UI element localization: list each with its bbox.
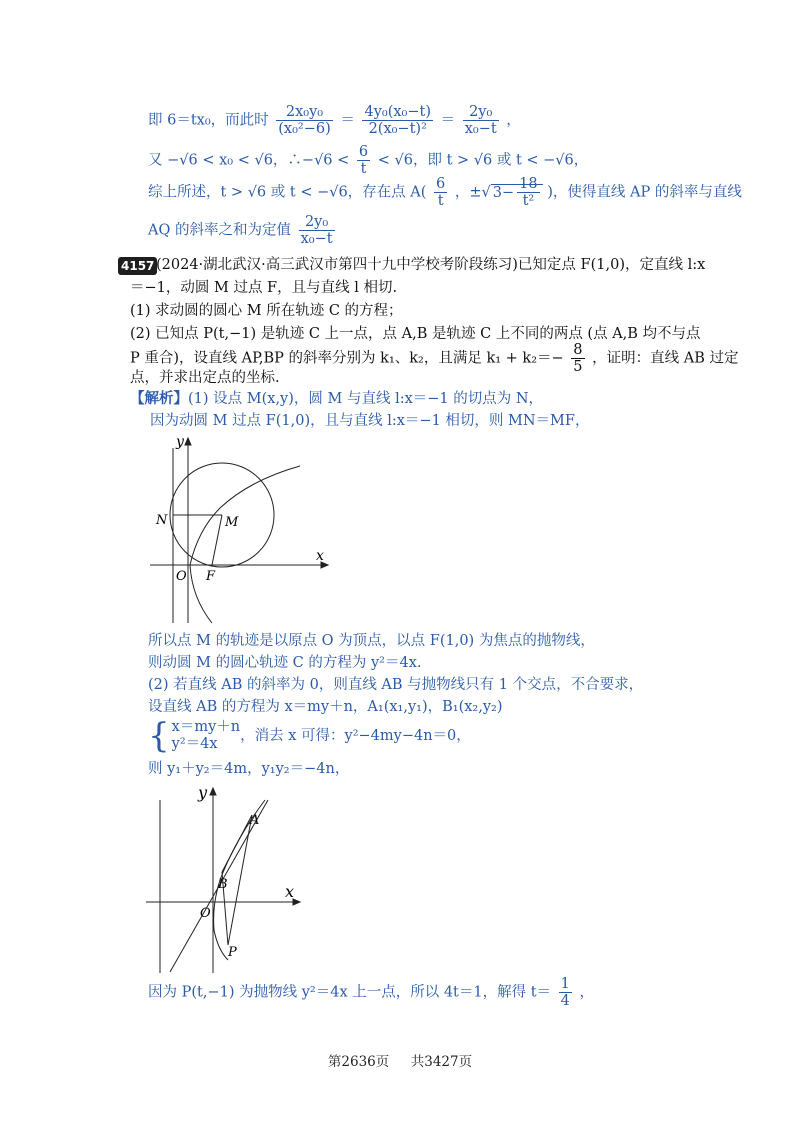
analysis-line-5: (2) 若直线 AB 的斜率为 0，则直线 AB 与抛物线只有 1 个交点，不合要求， bbox=[148, 677, 644, 693]
fraction: $\frac{8}{5}$ bbox=[573, 342, 583, 375]
problem-line-4: (2) 已知点 P(t,−1) 是轨迹 C 上一点，点 A,B 是轨迹 C 上不同的两点 (点 A,B 均不与点 bbox=[130, 326, 701, 342]
fraction: $\frac{\text{2y₀}}{\text{x₀−t}}$ bbox=[300, 214, 333, 247]
problem-line-5: P 重合)，设直线 AP,BP 的斜率分别为 k₁、k₂，且满足 k₁ + k₂＝− $\frac{8}{5}$ ，证明：直线 AB 过定 bbox=[130, 342, 739, 375]
fraction: $\frac{6}{t}$ bbox=[358, 144, 369, 177]
fig1-y-label: y bbox=[176, 434, 184, 450]
fraction: $\frac{\text{2x₀y₀}}{\text{(x₀²−6)}}$ bbox=[278, 104, 331, 137]
fraction: $\frac{18}{\text{t²}}$ bbox=[519, 176, 538, 209]
analysis-line-2: 因为动圆 M 过点 F(1,0)，且与直线 l:x＝−1 相切，则 MN＝MF， bbox=[150, 413, 590, 429]
figure-parabola-chords bbox=[140, 780, 310, 975]
analysis-line-3: 所以点 M 的轨迹是以原点 O 为顶点，以点 F(1,0) 为焦点的抛物线， bbox=[148, 633, 595, 649]
prev-line-1: 即 6＝tx₀，而此时 $\frac{\text{2x₀y₀}}{\text{(x₀²−6)}}$ ＝ $\frac{\text{4y₀(x₀−t)}}{\text{2(x₀−t)²}}$ ＝ $\frac{\text{2y₀}}{\text{x₀−t}}$ ， bbox=[148, 104, 521, 137]
fraction: $\frac{1}{4}$ bbox=[560, 976, 570, 1009]
fraction: $\frac{\text{4y₀(x₀−t)}}{\text{2(x₀−t)²}}$ bbox=[364, 104, 431, 137]
page-number: 第2636页 bbox=[327, 1054, 390, 1070]
fig2-b-label: B bbox=[218, 877, 228, 892]
analysis-line-6: 设直线 AB 的方程为 x＝my＋n，A₁(x₁,y₁)，B₁(x₂,y₂) bbox=[148, 699, 503, 715]
problem-line-3: (1) 求动圆的圆心 M 所在轨迹 C 的方程； bbox=[130, 303, 403, 319]
problem-number-badge: 4157 bbox=[118, 257, 157, 275]
analysis-line-4: 则动圆 M 的圆心轨迹 C 的方程为 y²＝4x. bbox=[148, 655, 422, 671]
analysis-tag: 【解析】 bbox=[130, 390, 188, 407]
problem-line-2: ＝−1，动圆 M 过点 F，且与直线 l 相切. bbox=[130, 280, 398, 296]
analysis-system: { x＝my＋n y²＝4x ，消去 x 可得：y²−4my−4n＝0， bbox=[148, 716, 471, 756]
analysis-line-9: 因为 P(t,−1) 为抛物线 y²＝4x 上一点，所以 4t＝1，解得 t＝ $\frac{1}{4}$ ， bbox=[148, 976, 594, 1009]
fig1-n-label: N bbox=[156, 513, 168, 528]
fraction: $\frac{6}{t}$ bbox=[436, 176, 446, 209]
prev-line-2: 又 −√6 < x₀ < √6，∴−√6 < $\frac{6}{t}$ < √6，即 t > √6 或 t < −√6， bbox=[148, 144, 589, 177]
prev-line-4: AQ 的斜率之和为定值 $\frac{\text{2y₀}}{\text{x₀−t}}$ bbox=[148, 214, 333, 247]
fig1-f-label: F bbox=[206, 569, 216, 584]
fig2-p-label: P bbox=[228, 945, 237, 960]
fig2-x-label: x bbox=[285, 882, 295, 901]
fig2-o-label: O bbox=[200, 906, 211, 921]
problem-line-6: 点，并求出定点的坐标. bbox=[130, 370, 280, 386]
analysis-line-1: 【解析】(1) 设点 M(x,y)，圆 M 与直线 l:x＝−1 的切点为 N， bbox=[130, 390, 544, 407]
problem-line-1: (2024·湖北武汉·高三武汉市第四十九中学校考阶段练习)已知定点 F(1,0)，定直线 l:x bbox=[156, 257, 706, 273]
fig1-m-label: M bbox=[225, 515, 239, 530]
fig1-o-label: O bbox=[176, 569, 187, 584]
page-footer bbox=[0, 1050, 800, 1070]
page-total: 共3427页 bbox=[410, 1054, 473, 1070]
prev-line-3: 综上所述，t > √6 或 t < −√6，存在点 A( $\frac{6}{t}$ ，±√ 3− $\frac{18}{\text{t²}}$ )，使得直线 AP 的斜率与直线 bbox=[148, 176, 742, 209]
fig2-a-label: A bbox=[250, 813, 260, 828]
fraction: $\frac{\text{2y₀}}{\text{x₀−t}}$ bbox=[464, 104, 497, 137]
analysis-line-8: 则 y₁＋y₂＝4m，y₁y₂＝−4n， bbox=[148, 761, 350, 777]
fig1-x-label: x bbox=[316, 548, 324, 564]
figure-circle-parabola bbox=[140, 428, 340, 628]
fig2-y-label: y bbox=[198, 783, 208, 802]
